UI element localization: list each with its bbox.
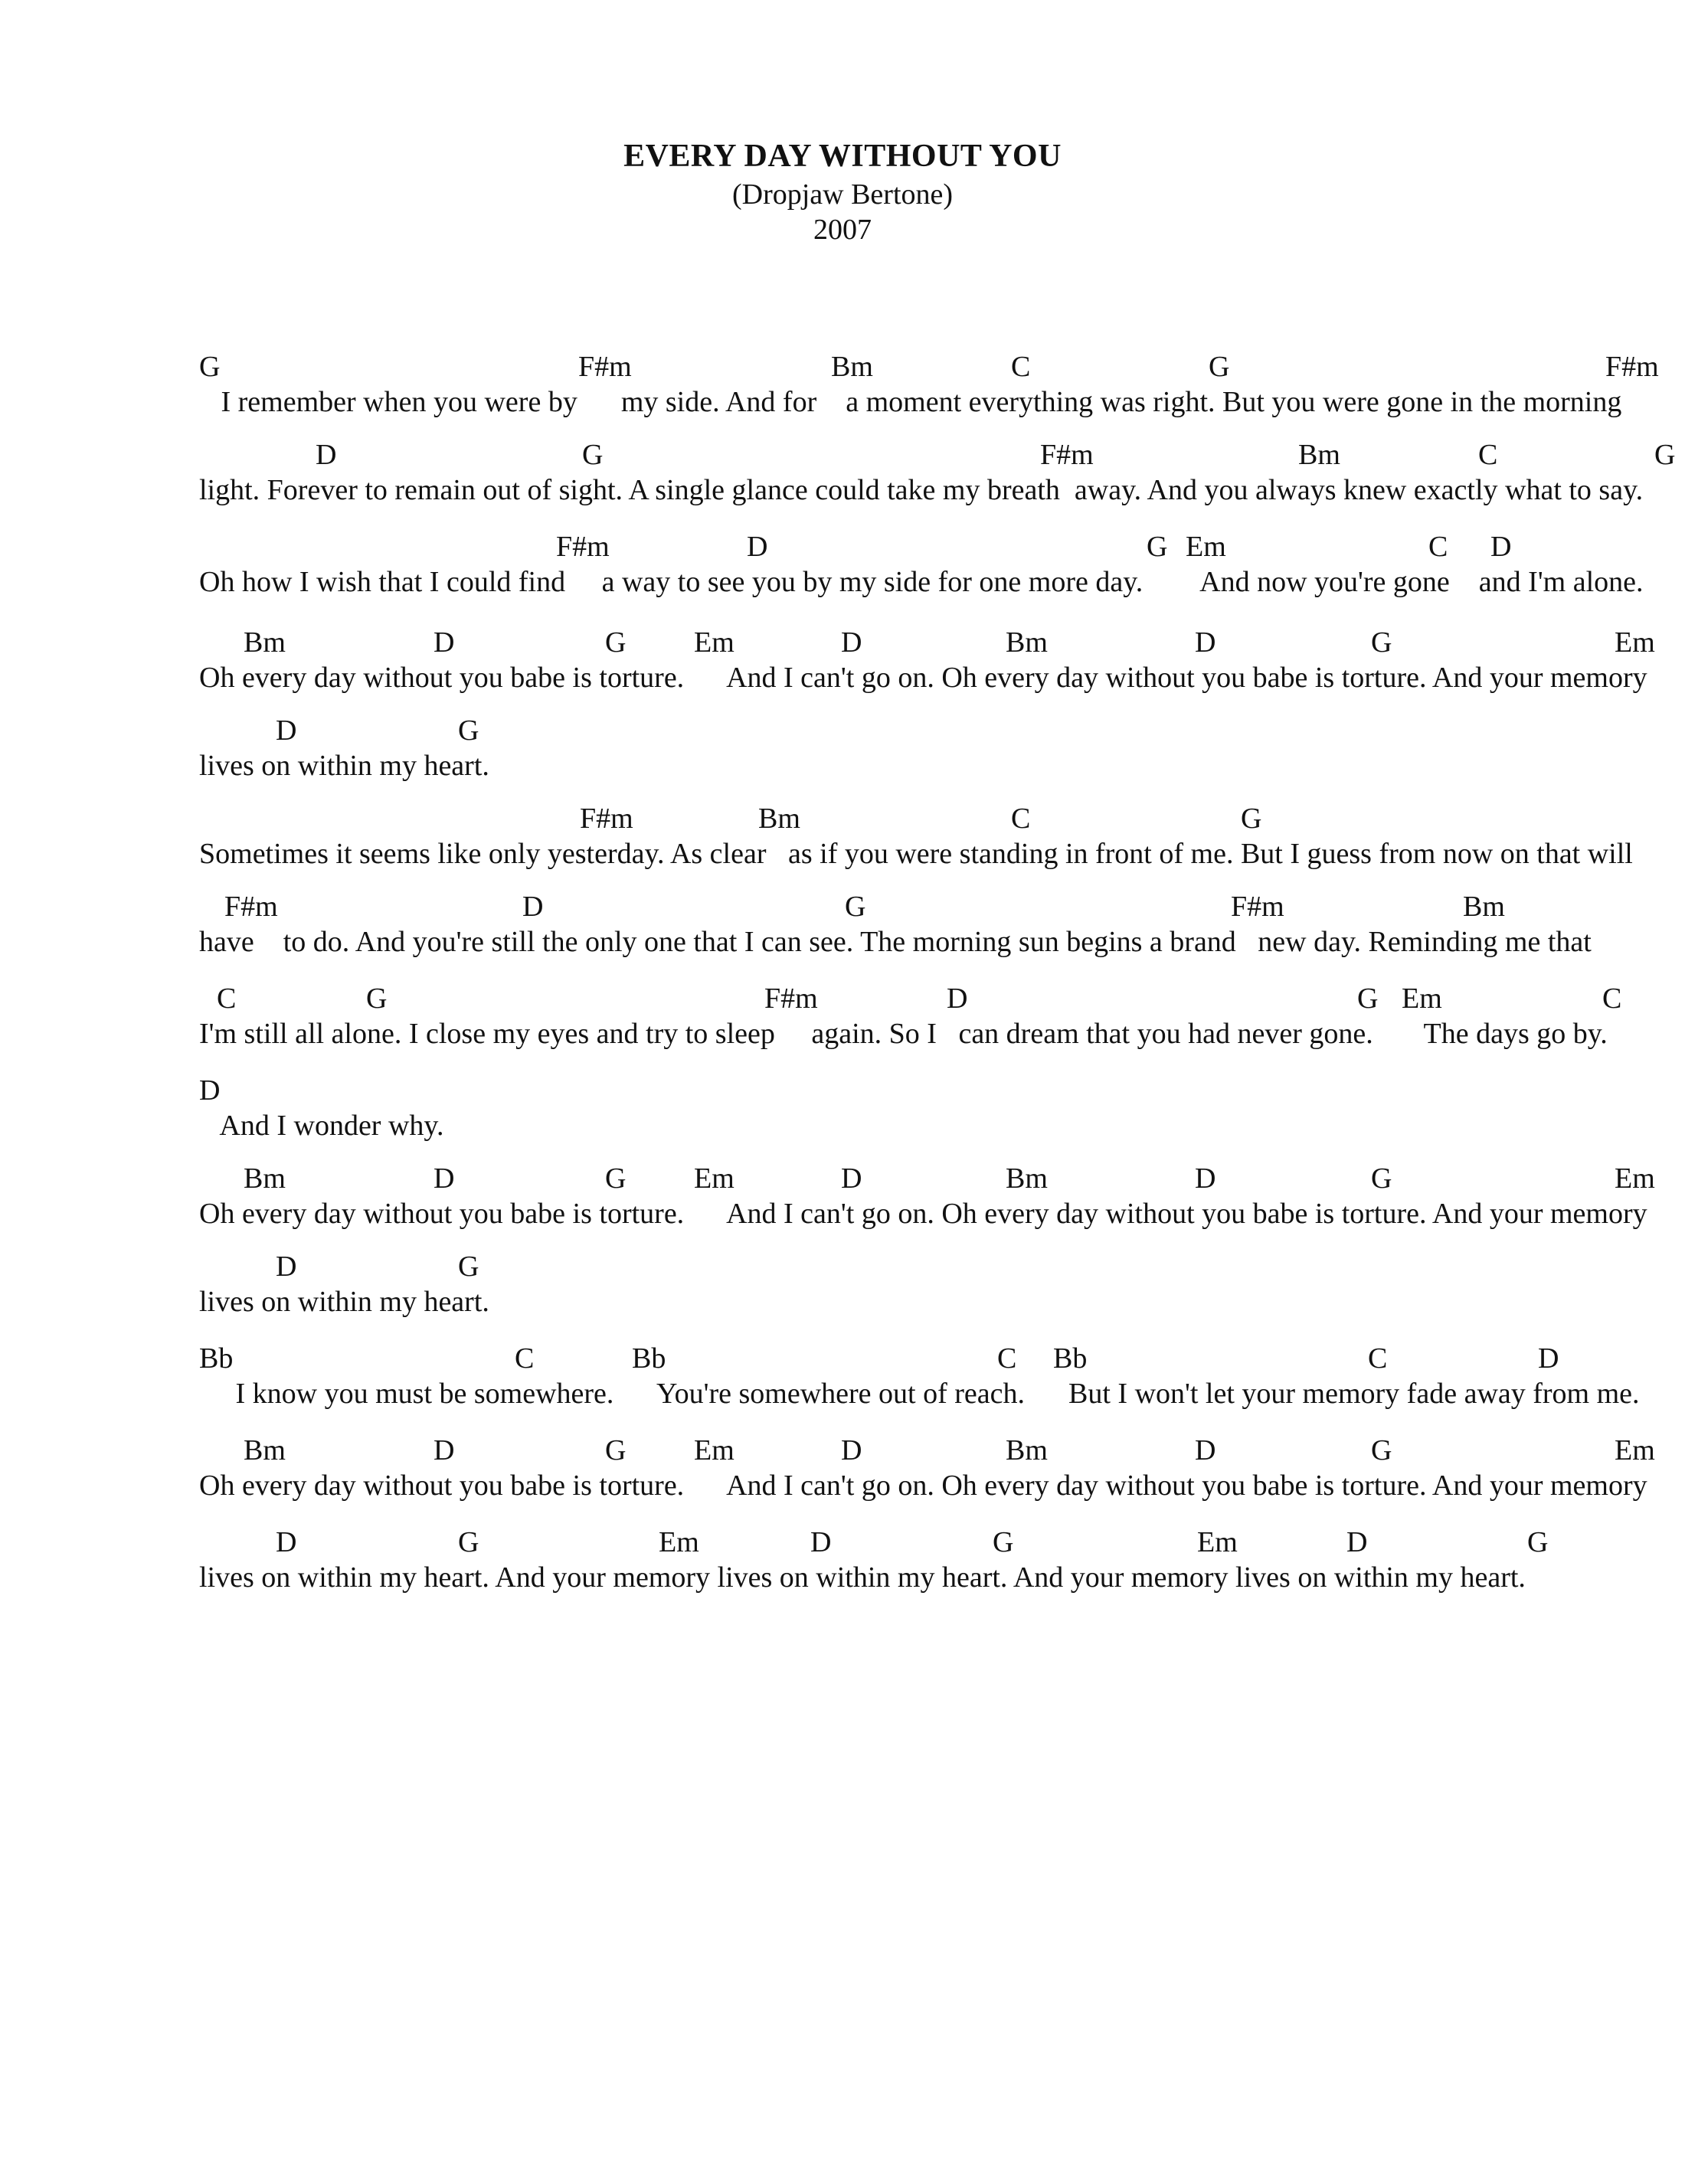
chord-label: D (747, 531, 768, 563)
chord-label: D (276, 714, 297, 747)
chord-label: Em (1402, 982, 1442, 1015)
chord-label: D (841, 1162, 862, 1195)
chord-label: Bb (1053, 1342, 1088, 1375)
lyric-line: lives on within my heart. (199, 1286, 489, 1318)
chord-label: G (458, 1526, 479, 1558)
chord-label: F#m (1040, 439, 1094, 471)
chord-label: D (841, 626, 862, 659)
chord-label: G (199, 351, 221, 383)
lyric-line: And I wonder why. (199, 1110, 444, 1142)
chord-label: Em (659, 1526, 699, 1558)
chord-label: G (1241, 803, 1262, 835)
chord-label: Bm (1006, 1434, 1048, 1466)
chord-label: G (1209, 351, 1230, 383)
chord-label: Bm (244, 626, 286, 659)
chord-label: Em (1615, 626, 1655, 659)
chord-label: G (1147, 531, 1168, 563)
chord-label: Em (694, 626, 735, 659)
lyric-line: Oh every day without you babe is torture. And I can't go on. Oh every day without you babe is torture. And your memory (199, 662, 1647, 694)
lyric-line: Sometimes it seems like only yesterday. As clear as if you were standing in front of me. But I guess from now on that will (199, 838, 1633, 870)
lyric-line: lives on within my heart. (199, 750, 489, 782)
chord-label: F#m (1231, 891, 1284, 923)
chord-label: F#m (764, 982, 818, 1015)
chord-label: Bm (1298, 439, 1340, 471)
chord-label: G (458, 714, 479, 747)
lyric-line: light. Forever to remain out of sight. A single glance could take my breath away. And you always knew exactly what to say. (199, 474, 1644, 506)
chord-label: G (605, 626, 627, 659)
chord-label: Bm (1006, 1162, 1048, 1195)
lyric-line: Oh how I wish that I could find a way to see you by my side for one more day. And now you're gone and I'm alone. (199, 566, 1644, 598)
chord-label: Bm (1006, 626, 1048, 659)
chord-label: Em (1197, 1526, 1238, 1558)
song-artist: (Dropjaw Bertone) (731, 178, 954, 211)
lyric-line: I remember when you were by my side. And for a moment everything was right. But you were gone in the morning (199, 386, 1622, 418)
chord-label: D (434, 1162, 455, 1195)
chord-label: G (605, 1434, 627, 1466)
chord-label: Bm (244, 1162, 286, 1195)
chord-label: D (199, 1074, 221, 1107)
chord-label: C (1478, 439, 1498, 471)
lyric-line: I'm still all alone. I close my eyes and try to sleep again. So I can dream that you had never gone. The days go by. (199, 1018, 1608, 1050)
chord-label: G (582, 439, 604, 471)
chord-label: C (1602, 982, 1622, 1015)
lyric-line: Oh every day without you babe is torture. And I can't go on. Oh every day without you babe is torture. And your memory (199, 1470, 1647, 1502)
chord-label: G (1371, 626, 1392, 659)
chord-label: D (276, 1526, 297, 1558)
chord-label: F#m (224, 891, 278, 923)
chord-label: Em (694, 1162, 735, 1195)
chord-label: D (434, 1434, 455, 1466)
lyric-line: I know you must be somewhere. You're somewhere out of reach. But I won't let your memory fade away from me. (199, 1378, 1640, 1410)
chord-label: Bm (1463, 891, 1505, 923)
lyric-line: Oh every day without you babe is torture. And I can't go on. Oh every day without you babe is torture. And your memory (199, 1198, 1647, 1230)
song-year: 2007 (813, 214, 872, 246)
chord-label: G (605, 1162, 627, 1195)
chord-label: D (276, 1251, 297, 1283)
chord-label: D (841, 1434, 862, 1466)
chord-label: Em (1186, 531, 1226, 563)
chord-label: D (434, 626, 455, 659)
chord-label: F#m (580, 803, 633, 835)
chord-label: D (810, 1526, 832, 1558)
chord-label: D (1195, 1162, 1216, 1195)
chord-label: G (993, 1526, 1014, 1558)
chord-label: C (1428, 531, 1448, 563)
chord-label: G (1654, 439, 1676, 471)
chord-label: C (997, 1342, 1017, 1375)
chord-label: D (947, 982, 968, 1015)
chord-label: Em (1615, 1162, 1655, 1195)
chord-label: D (1346, 1526, 1368, 1558)
chord-label: D (1195, 1434, 1216, 1466)
chord-label: G (1371, 1162, 1392, 1195)
lyric-line: lives on within my heart. And your memory lives on within my heart. And your memory lives on within my heart. (199, 1561, 1526, 1594)
chord-label: C (1011, 351, 1031, 383)
chord-label: C (1011, 803, 1031, 835)
chord-label: Em (694, 1434, 735, 1466)
chord-label: Bb (632, 1342, 666, 1375)
chord-label: Bb (199, 1342, 234, 1375)
chord-label: C (515, 1342, 535, 1375)
chord-label: Bm (831, 351, 873, 383)
song-title: EVERY DAY WITHOUT YOU (623, 139, 1062, 174)
chord-label: D (1490, 531, 1512, 563)
chord-label: C (1368, 1342, 1388, 1375)
chord-label: D (1195, 626, 1216, 659)
chord-label: G (1527, 1526, 1549, 1558)
chord-label: Bm (758, 803, 800, 835)
chord-label: G (366, 982, 388, 1015)
chord-label: F#m (556, 531, 610, 563)
chord-label: F#m (1605, 351, 1659, 383)
chord-label: D (1538, 1342, 1559, 1375)
chord-label: G (1357, 982, 1379, 1015)
chord-label: C (217, 982, 237, 1015)
chord-label: Bm (244, 1434, 286, 1466)
chord-label: F#m (578, 351, 632, 383)
chord-label: D (522, 891, 544, 923)
chord-label: G (458, 1251, 479, 1283)
chord-label: D (316, 439, 337, 471)
chord-label: Em (1615, 1434, 1655, 1466)
chord-label: G (845, 891, 866, 923)
chord-label: G (1371, 1434, 1392, 1466)
lyric-line: have to do. And you're still the only one that I can see. The morning sun begins a brand new day. Reminding me that (199, 926, 1592, 958)
